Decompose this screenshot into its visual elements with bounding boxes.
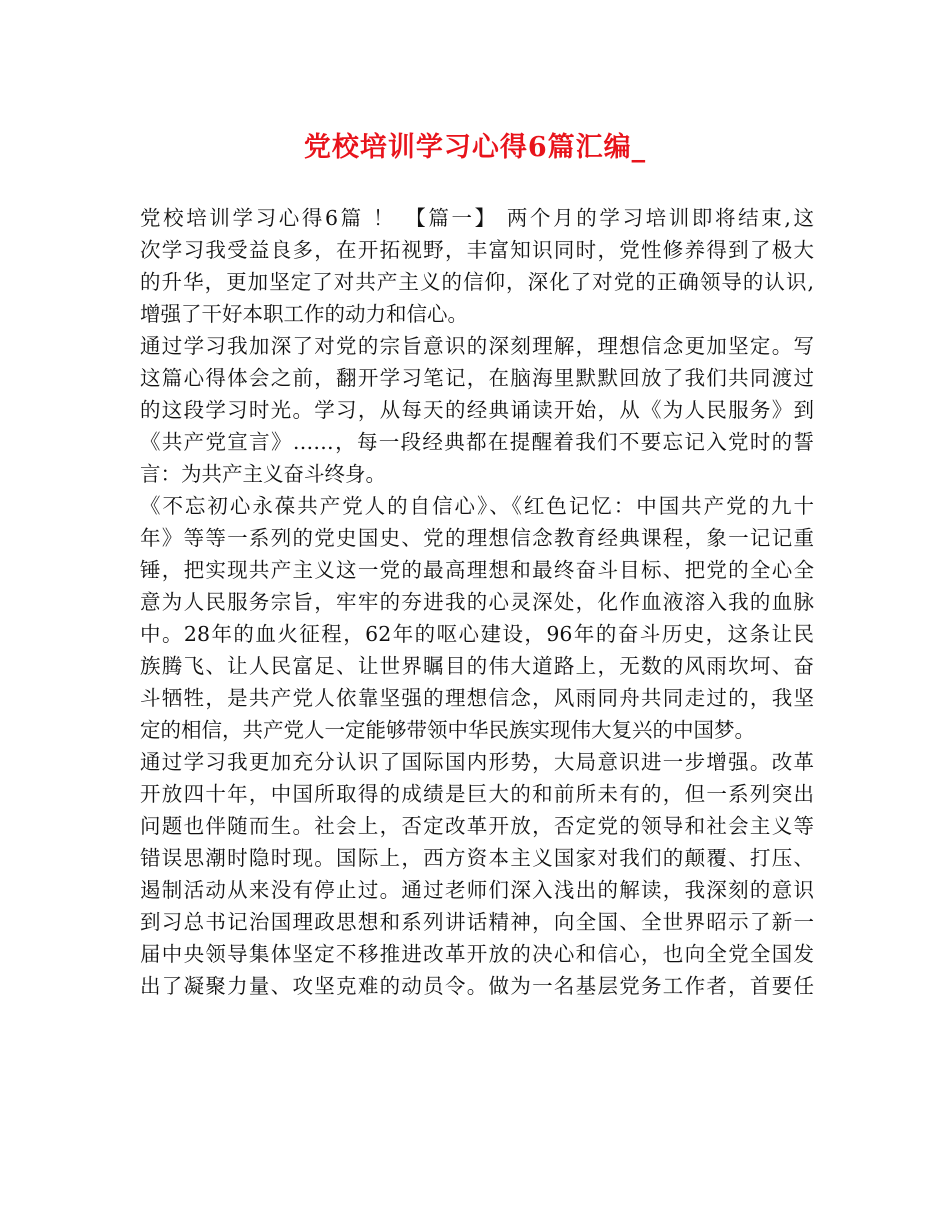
body-line: 年》等等一系列的党史国史、党的理想信念教育经典课程，象一记记重	[140, 526, 814, 550]
body-line: 到习总书记治国理政思想和系列讲话精神，向全国、全世界昭示了新一	[140, 910, 814, 934]
body-line: 遏制活动从来没有停止过。通过老师们深入浅出的解读，我深刻的意识	[140, 878, 814, 902]
document-body	[140, 202, 814, 1002]
body-line: 错误思潮时隐时现。国际上，西方资本主义国家对我们的颠覆、打压、	[140, 846, 814, 870]
body-line: 族腾飞、让人民富足、让世界瞩目的伟大道路上，无数的风雨坎坷、奋	[140, 654, 814, 678]
body-line: 增强了干好本职工作的动力和信心。	[140, 302, 468, 326]
body-line: 的升华，更加坚定了对共产主义的信仰，深化了对党的正确领导的认识,	[140, 270, 814, 294]
body-line: 问题也伴随而生。社会上，否定改革开放，否定党的领导和社会主义等	[140, 814, 814, 838]
document-title: 党校培训学习心得6篇汇编_	[303, 132, 647, 163]
body-line: 党校培训学习心得6篇 ！ 【篇一】 两个月的学习培训即将结束,这	[140, 206, 814, 230]
body-line: 《不忘初心永葆共产党人的自信心》、《红色记忆：中国共产党的九十	[140, 494, 814, 518]
body-line: 通过学习我加深了对党的宗旨意识的深刻理解，理想信念更加坚定。写	[140, 334, 814, 358]
body-line: 通过学习我更加充分认识了国际国内形势，大局意识进一步增强。改革	[140, 750, 814, 774]
body-line: 届中央领导集体坚定不移推进改革开放的决心和信心，也向全党全国发	[140, 942, 814, 966]
body-line: 这篇心得体会之前，翻开学习笔记，在脑海里默默回放了我们共同渡过	[140, 366, 814, 390]
body-line: 意为人民服务宗旨，牢牢的夯进我的心灵深处，化作血液溶入我的血脉	[140, 590, 814, 614]
body-line: 言：为共产主义奋斗终身。	[140, 462, 386, 486]
body-line: 《共产党宣言》……，每一段经典都在提醒着我们不要忘记入党时的誓	[140, 430, 814, 454]
body-line: 开放四十年，中国所取得的成绩是巨大的和前所未有的，但一系列突出	[140, 782, 814, 806]
body-line: 出了凝聚力量、攻坚克难的动员令。做为一名基层党务工作者，首要任	[140, 974, 814, 998]
body-line: 中。28年的血火征程，62年的呕心建设，96年的奋斗历史，这条让民	[140, 622, 814, 646]
body-line: 次学习我受益良多，在开拓视野，丰富知识同时，党性修养得到了极大	[140, 238, 814, 262]
body-line: 定的相信，共产党人一定能够带领中华民族实现伟大复兴的中国梦。	[140, 718, 755, 742]
body-line: 的这段学习时光。学习，从每天的经典诵读开始，从《为人民服务》到	[140, 398, 814, 422]
body-line: 斗牺牲，是共产党人依靠坚强的理想信念，风雨同舟共同走过的，我坚	[140, 686, 814, 710]
body-line: 锤，把实现共产主义这一党的最高理想和最终奋斗目标、把党的全心全	[140, 558, 814, 582]
